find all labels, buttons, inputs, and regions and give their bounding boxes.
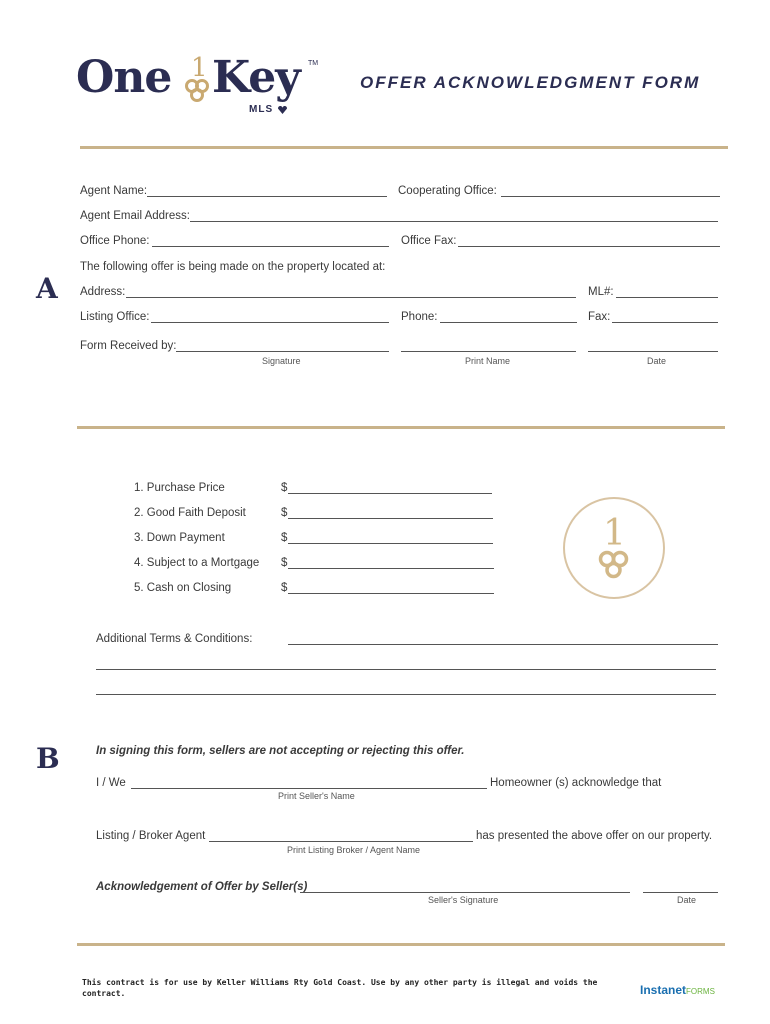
listing-office-label: Listing Office:	[80, 311, 150, 323]
key-emblem-icon	[560, 495, 668, 601]
gold-divider-bottom	[77, 943, 725, 946]
office-fax-field[interactable]	[458, 246, 720, 247]
additional-terms-line-1[interactable]	[288, 644, 718, 645]
phone-label: Phone:	[401, 311, 438, 323]
listing-broker-label: Listing / Broker Agent	[96, 830, 206, 842]
sellers-date-caption: Date	[677, 895, 697, 905]
trademark-mark: TM	[308, 60, 319, 67]
form-title: OFFER ACKNOWLEDGMENT FORM	[360, 73, 701, 92]
logo	[76, 52, 326, 122]
form-received-label: Form Received by:	[80, 340, 177, 352]
listing-broker-field[interactable]	[209, 841, 473, 842]
cooperating-office-field[interactable]	[501, 196, 720, 197]
form-received-print-name-field[interactable]	[401, 351, 576, 352]
additional-terms-line-2[interactable]	[96, 669, 716, 670]
fax-field[interactable]	[612, 322, 718, 323]
phone-field[interactable]	[440, 322, 577, 323]
gold-divider-top	[80, 146, 728, 149]
ml-number-field[interactable]	[616, 297, 718, 298]
date-caption: Date	[647, 356, 667, 366]
sellers-signature-caption: Seller's Signature	[428, 895, 499, 905]
address-label: Address:	[80, 286, 126, 298]
footer-disclaimer: This contract is for use by Keller Williams Rty Gold Coast. Use by any other party is illegal and voids the contract.	[82, 978, 598, 998]
additional-terms-line-3[interactable]	[96, 694, 716, 695]
subject-to-mortgage-dollar: $	[281, 557, 288, 569]
logo-one-text: One	[76, 52, 172, 103]
svg-text:1: 1	[603, 513, 626, 554]
seller-name-field[interactable]	[131, 788, 487, 789]
sellers-date-field[interactable]	[643, 892, 718, 893]
good-faith-deposit-field[interactable]	[288, 518, 493, 519]
property-note: The following offer is being made on the property located at:	[80, 261, 386, 273]
key-icon	[180, 52, 214, 110]
logo-mls-text: MLS	[249, 104, 274, 115]
agent-name-field[interactable]	[147, 196, 387, 197]
good-faith-deposit-dollar: $	[281, 507, 288, 519]
ack-of-offer-label: Acknowledgement of Offer by Seller(s)	[96, 881, 308, 893]
purchase-price-field[interactable]	[288, 493, 492, 494]
instanet-brand-text: Instanet	[640, 983, 687, 997]
print-name-caption: Print Name	[465, 356, 511, 366]
cash-on-closing-dollar: $	[281, 582, 288, 594]
ml-number-label: ML#:	[588, 286, 614, 298]
office-phone-label: Office Phone:	[80, 235, 150, 247]
subject-to-mortgage-field[interactable]	[288, 568, 494, 569]
purchase-price-dollar: $	[281, 482, 288, 494]
section-b-letter: B	[36, 742, 60, 775]
homeowner-ack-text: Homeowner (s) acknowledge that	[490, 777, 662, 789]
cash-on-closing-label: 5. Cash on Closing	[134, 582, 232, 594]
heart-icon	[278, 106, 287, 114]
subject-to-mortgage-label: 4. Subject to a Mortgage	[134, 557, 260, 569]
down-payment-dollar: $	[281, 532, 288, 544]
gold-divider-middle	[77, 426, 725, 429]
print-listing-broker-caption: Print Listing Broker / Agent Name	[287, 845, 421, 855]
down-payment-label: 3. Down Payment	[134, 532, 225, 544]
office-fax-label: Office Fax:	[401, 235, 457, 247]
form-received-signature-field[interactable]	[176, 351, 389, 352]
print-seller-name-caption: Print Seller's Name	[278, 791, 355, 801]
has-presented-text: has presented the above offer on our property.	[476, 830, 713, 842]
additional-terms-label: Additional Terms & Conditions:	[96, 633, 253, 645]
instanet-forms-logo	[640, 981, 715, 999]
cash-on-closing-field[interactable]	[288, 593, 494, 594]
sellers-notice: In signing this form, sellers are not accepting or rejecting this offer.	[96, 745, 465, 757]
svg-text:1: 1	[191, 53, 208, 83]
cooperating-office-label: Cooperating Office:	[398, 185, 497, 197]
down-payment-field[interactable]	[288, 543, 493, 544]
sellers-signature-field[interactable]	[300, 892, 630, 893]
signature-caption: Signature	[262, 356, 301, 366]
address-field[interactable]	[126, 297, 576, 298]
logo-key-text: Key	[212, 52, 300, 103]
purchase-price-label: 1. Purchase Price	[134, 482, 225, 494]
section-a-letter: A	[36, 272, 58, 305]
office-phone-field[interactable]	[152, 246, 389, 247]
i-we-label: I / We	[96, 777, 126, 789]
good-faith-deposit-label: 2. Good Faith Deposit	[134, 507, 246, 519]
fax-label: Fax:	[588, 311, 611, 323]
agent-email-field[interactable]	[190, 221, 718, 222]
agent-email-label: Agent Email Address:	[80, 210, 190, 222]
forms-brand-text: FORMS	[686, 987, 715, 996]
form-received-date-field[interactable]	[588, 351, 718, 352]
agent-name-label: Agent Name:	[80, 185, 148, 197]
listing-office-field[interactable]	[151, 322, 389, 323]
